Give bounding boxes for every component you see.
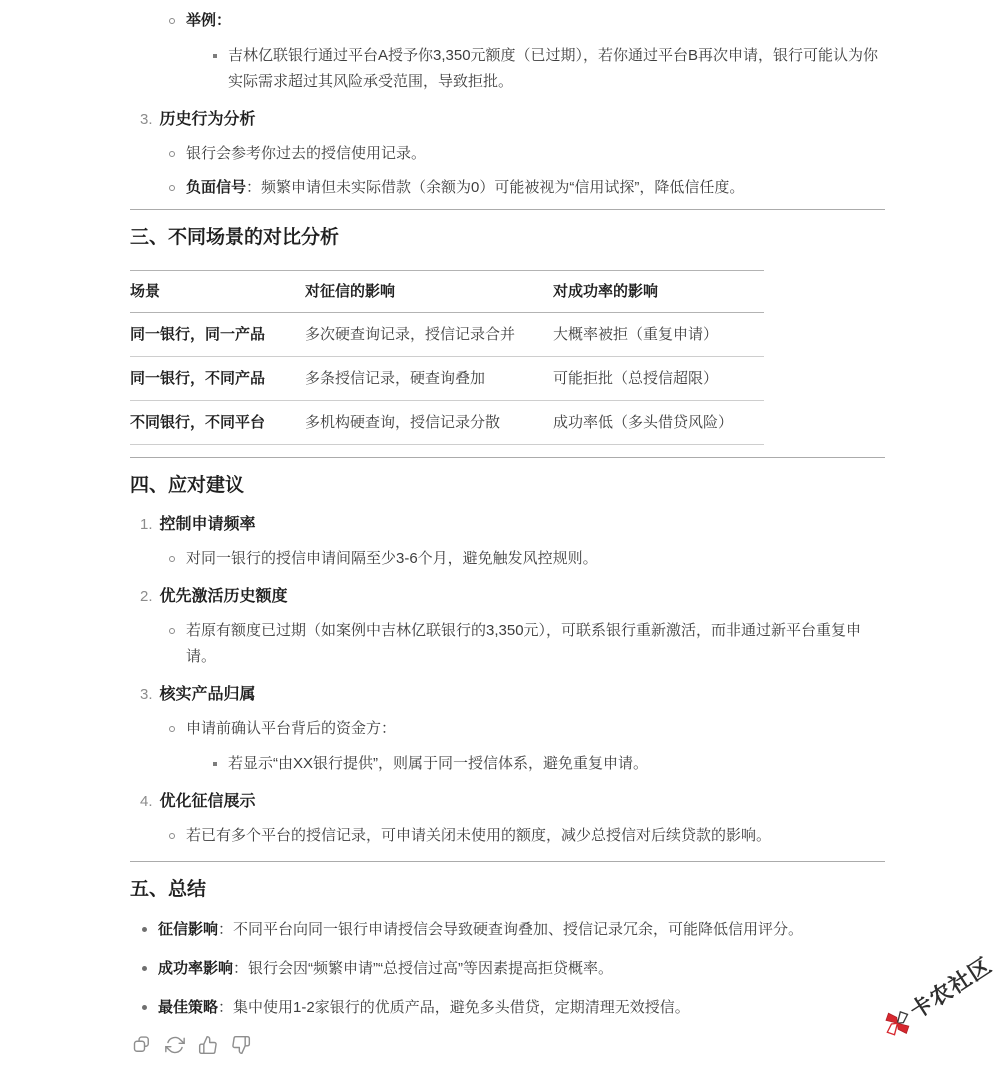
item-title: 核实产品归属: [159, 686, 256, 703]
list-item: 申请前确认平台背后的资金方：: [186, 716, 885, 742]
item-number: 2.: [140, 588, 153, 605]
table-cell: 成功率低（多头借贷风险）: [553, 401, 764, 445]
table-row: [130, 401, 764, 445]
table-header-cell: 对成功率的影响: [553, 271, 764, 313]
item-number: 1.: [140, 516, 153, 533]
copy-icon: [132, 1035, 152, 1055]
table-cell: 可能拒批（总授信超限）: [553, 357, 764, 401]
bullet-text: ：集中使用1-2家银行的优质产品，避免多头借贷，定期清理无效授信。: [218, 999, 690, 1016]
table-header-cell: 对征信的影响: [305, 271, 553, 313]
response-action-bar: [130, 1035, 885, 1055]
table-cell: 多次硬查询记录，授信记录合并: [305, 313, 553, 357]
bullet-lead: 负面信号: [186, 179, 247, 196]
section-divider: [130, 457, 885, 458]
advice-item-4-bullets: [130, 823, 885, 849]
list-item: 对同一银行的授信申请间隔至少3-6个月，避免触发风控规则。: [186, 546, 885, 572]
summary-list: [130, 917, 885, 1021]
advice-item-2-bullets: [130, 618, 885, 670]
list-item: 若已有多个平台的授信记录，可申请关闭未使用的额度，减少总授信对后续贷款的影响。: [186, 823, 885, 849]
table-cell: 大概率被拒（重复申请）: [553, 313, 764, 357]
bullet-text: ：不同平台向同一银行申请授信会导致硬查询叠加、授信记录冗余，可能降低信用评分。: [218, 921, 804, 938]
advice-item-3-sublist: [130, 751, 885, 777]
thumbs-down-icon: [231, 1035, 251, 1055]
watermark-text: 卡农社区: [905, 952, 997, 1024]
comparison-table: [130, 270, 764, 445]
regenerate-button[interactable]: [165, 1035, 185, 1055]
table-row: [130, 357, 764, 401]
item-title: 历史行为分析: [159, 111, 256, 128]
example-sublist: [130, 43, 885, 95]
advice-item-3: [130, 682, 885, 708]
bullet-lead: 成功率影响: [158, 960, 234, 977]
list-item: [158, 917, 885, 943]
table-cell: 同一银行，不同产品: [130, 357, 305, 401]
item-number: 3.: [140, 686, 153, 703]
list-item: [186, 175, 885, 201]
section-title-compare: 三、不同场景的对比分析: [130, 227, 340, 248]
advice-item-3-bullets: [130, 716, 885, 742]
bullet-lead: 征信影响: [158, 921, 219, 938]
table-cell: 同一银行，同一产品: [130, 313, 305, 357]
item-number: 4.: [140, 793, 153, 810]
example-label-item: [186, 8, 885, 34]
advice-item-2: [130, 584, 885, 610]
table-cell: 不同银行，不同平台: [130, 401, 305, 445]
item-number: 3.: [140, 111, 153, 128]
example-label: 举例：: [186, 12, 232, 29]
item-title: 优先激活历史额度: [159, 588, 288, 605]
list-item: [158, 956, 885, 982]
section-divider: [130, 861, 885, 862]
section-title-summary: 五、总结: [130, 879, 207, 900]
table-row: [130, 313, 764, 357]
bullet-text: ：频繁申请但未实际借款（余额为0）可能被视为“信用试探”，降低信任度。: [246, 179, 745, 196]
bullet-text: ：银行会因“频繁申请”“总授信过高”等因素提高拒贷概率。: [233, 960, 613, 977]
community-watermark: [875, 950, 998, 1045]
thumbs-up-icon: [198, 1035, 218, 1055]
response-content: [130, 0, 885, 1055]
example-detail: 吉林亿联银行通过平台A授予你3,350元额度（已过期），若你通过平台B再次申请，银行可能认为你实际需求超过其风险承受范围，导致拒批。: [228, 43, 885, 95]
bullet-lead: 最佳策略: [158, 999, 219, 1016]
section-title-advice: 四、应对建议: [130, 475, 245, 496]
list-item: 银行会参考你过去的授信使用记录。: [186, 141, 885, 167]
example-list: [130, 8, 885, 34]
thumbs-up-button[interactable]: [198, 1035, 218, 1055]
table-cell: 多条授信记录，硬查询叠加: [305, 357, 553, 401]
item-title: 控制申请频率: [159, 516, 256, 533]
item-title: 优化征信展示: [159, 793, 256, 810]
numbered-item-history: [130, 107, 885, 133]
advice-item-1-bullets: [130, 546, 885, 572]
list-item: [158, 995, 885, 1021]
copy-button[interactable]: [132, 1035, 152, 1055]
section-divider: [130, 209, 885, 210]
list-item: 若原有额度已过期（如案例中吉林亿联银行的3,350元），可联系银行重新激活，而非通过新平台重复申请。: [186, 618, 885, 670]
table-cell: 多机构硬查询，授信记录分散: [305, 401, 553, 445]
thumbs-down-button[interactable]: [231, 1035, 251, 1055]
regenerate-icon: [165, 1035, 185, 1055]
list-item: 若显示“由XX银行提供”，则属于同一授信体系，避免重复申请。: [228, 751, 885, 777]
advice-item-1: [130, 512, 885, 538]
table-header-row: [130, 271, 764, 313]
table-header-cell: 场景: [130, 271, 305, 313]
advice-item-4: [130, 789, 885, 815]
history-bullets: [130, 141, 885, 201]
